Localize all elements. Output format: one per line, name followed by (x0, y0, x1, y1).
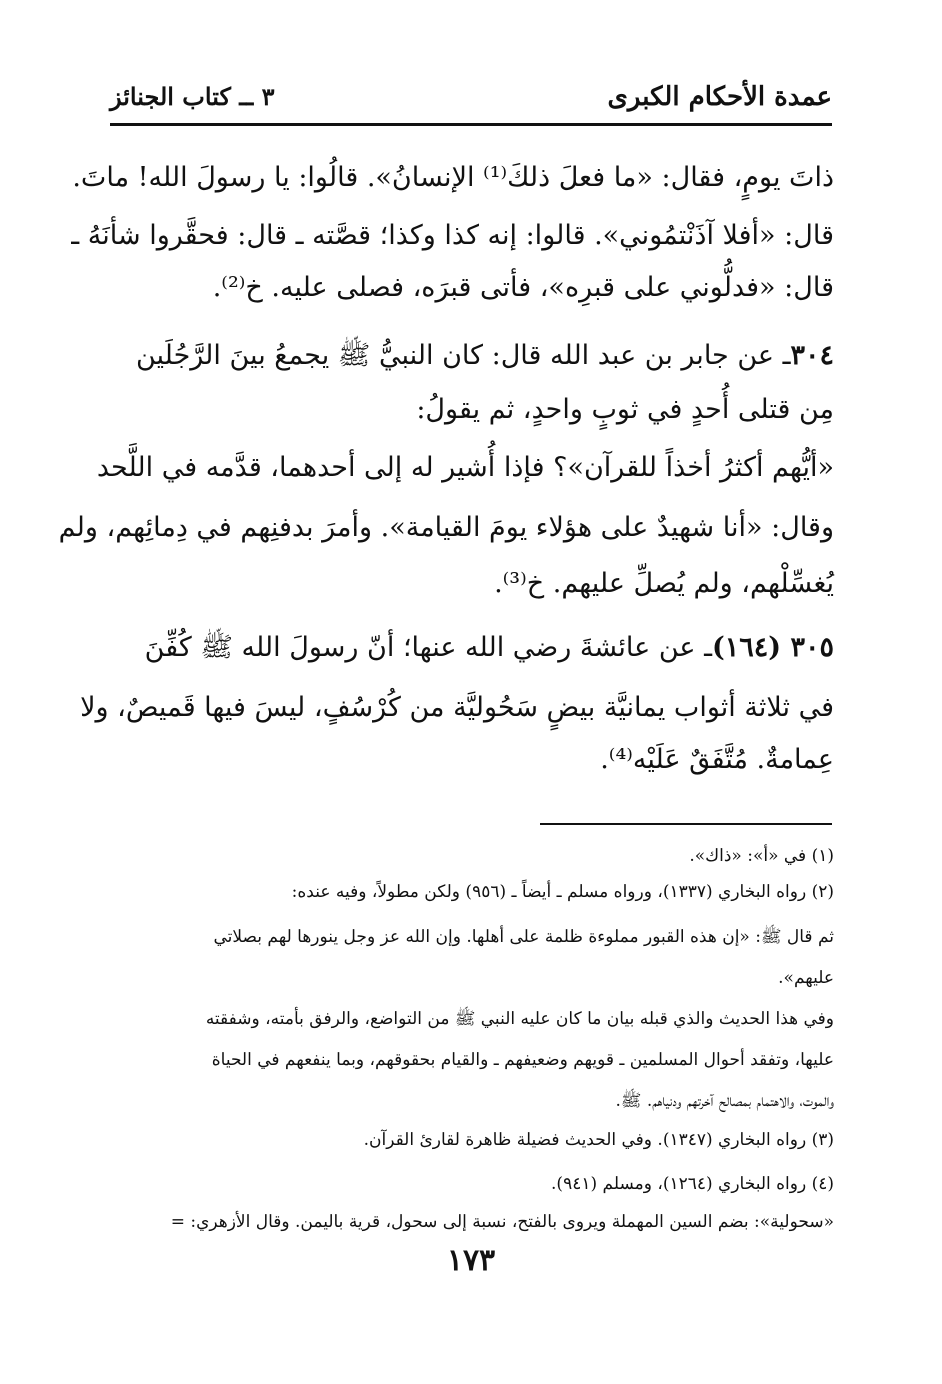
hadith-opening: ـ عن جابر بن عبد الله قال: كان النبيُّ ﷺ يجمعُ بينَ الرَّجُلَين (135, 340, 791, 371)
footnote-line: ثم قال ﷺ: «إن هذه القبور مملوءة ظلمة على أهلها. وإن الله عز وجل ينورها لهم بصلاتي (213, 927, 834, 947)
header-rule (110, 123, 832, 126)
text-line: في ثلاثة أثواب يمانيَّة بيضٍ سَحُوليَّة من كُرْسُفٍ، ليسَ فيها قَميصٌ، ولا (80, 692, 834, 723)
footnote-line: (١) في «أ»: «ذاك». (689, 846, 834, 866)
text-line: «أيُّهم أكثرُ أخذاً للقرآن»؟ فإذا أُشير له إلى أحدهما، قدَّمه في اللَّحد (96, 452, 834, 483)
footnote-line: «سحولية»: بضم السين المهملة ويروى بالفتح، نسبة إلى سحول، قرية باليمن. وقال الأزهري: = (170, 1212, 834, 1232)
page-header (110, 78, 832, 122)
footnote-line: عليها، وتفقد أحوال المسلمين ـ قويهم وضعيفهم ـ والقيام بحقوقهم، وبما ينفعهم في الحياة (211, 1050, 834, 1070)
text-line: ذاتَ يومٍ، فقال: «ما فعلَ ذلكَ⁽¹⁾ الإنسانُ». قالُوا: يا رسولَ الله! ماتَ. (72, 162, 834, 193)
main-text (58, 162, 834, 802)
text-line: يُغسِّلْهم، ولم يُصلِّ عليهم. خ⁽³⁾. (494, 568, 834, 599)
text-line: وقال: «أنا شهيدٌ على هؤلاء يومَ القيامة». وأمرَ بدفنِهم في دِمائِهم، ولم (58, 512, 834, 543)
chapter-title: ٣ ــ كتاب الجنائز (110, 82, 275, 111)
hadith-number: ٣٠٤ (790, 340, 834, 371)
footnote-line: (٢) رواه البخاري (١٣٣٧)، ورواه مسلم ـ أيضاً ـ (٩٥٦) ولكن مطولاً، وفيه عنده: (291, 882, 834, 902)
text-line: مِن قتلى أُحدٍ في ثوبٍ واحدٍ، ثم يقولُ: (416, 394, 834, 425)
hadith-number: ٣٠٥ (١٦٤) (712, 632, 834, 663)
hadith-304-first-line (136, 338, 834, 378)
book-title: عمدة الأحكام الكبرى (607, 82, 832, 112)
footnote-line: وفي هذا الحديث والذي قبله بيان ما كان عليه النبي ﷺ من التواضع، والرفق بأمته، وشفقته (205, 1009, 834, 1029)
footnote-line: (٣) رواه البخاري (١٣٤٧). وفي الحديث فضيلة ظاهرة لقارئ القرآن. (363, 1130, 834, 1150)
text-line: قال: «أفلا آذَنْتمُوني». قالوا: إنه كذا وكذا؛ قصَّته ـ قال: فحقَّروا شأنَهُ ـ (71, 220, 834, 251)
text-line: عِمامةٌ. مُتَّفَقٌ عَلَيْه⁽⁴⁾. (600, 744, 834, 775)
hadith-opening: ـ عن عائشةَ رضي الله عنها؛ أنّ رسولَ الله ﷺ كُفِّنَ (144, 632, 712, 663)
footnote-separator (540, 823, 832, 825)
footnote-line: والموت، والاهتمام بمصالح آخرتهم ودنياهم. ﷺ. (615, 1091, 834, 1111)
hadith-305-first-line (145, 630, 834, 670)
footnote-line: (٤) رواه البخاري (١٢٦٤)، ومسلم (٩٤١). (551, 1174, 834, 1194)
page-number: ١٧٣ (446, 1243, 496, 1278)
footnote-line: عليهم». (778, 968, 834, 988)
text-line: قال: «فدلُّوني على قبرِه»، فأتى قبرَه، فصلى عليه. خ⁽²⁾. (212, 272, 834, 303)
